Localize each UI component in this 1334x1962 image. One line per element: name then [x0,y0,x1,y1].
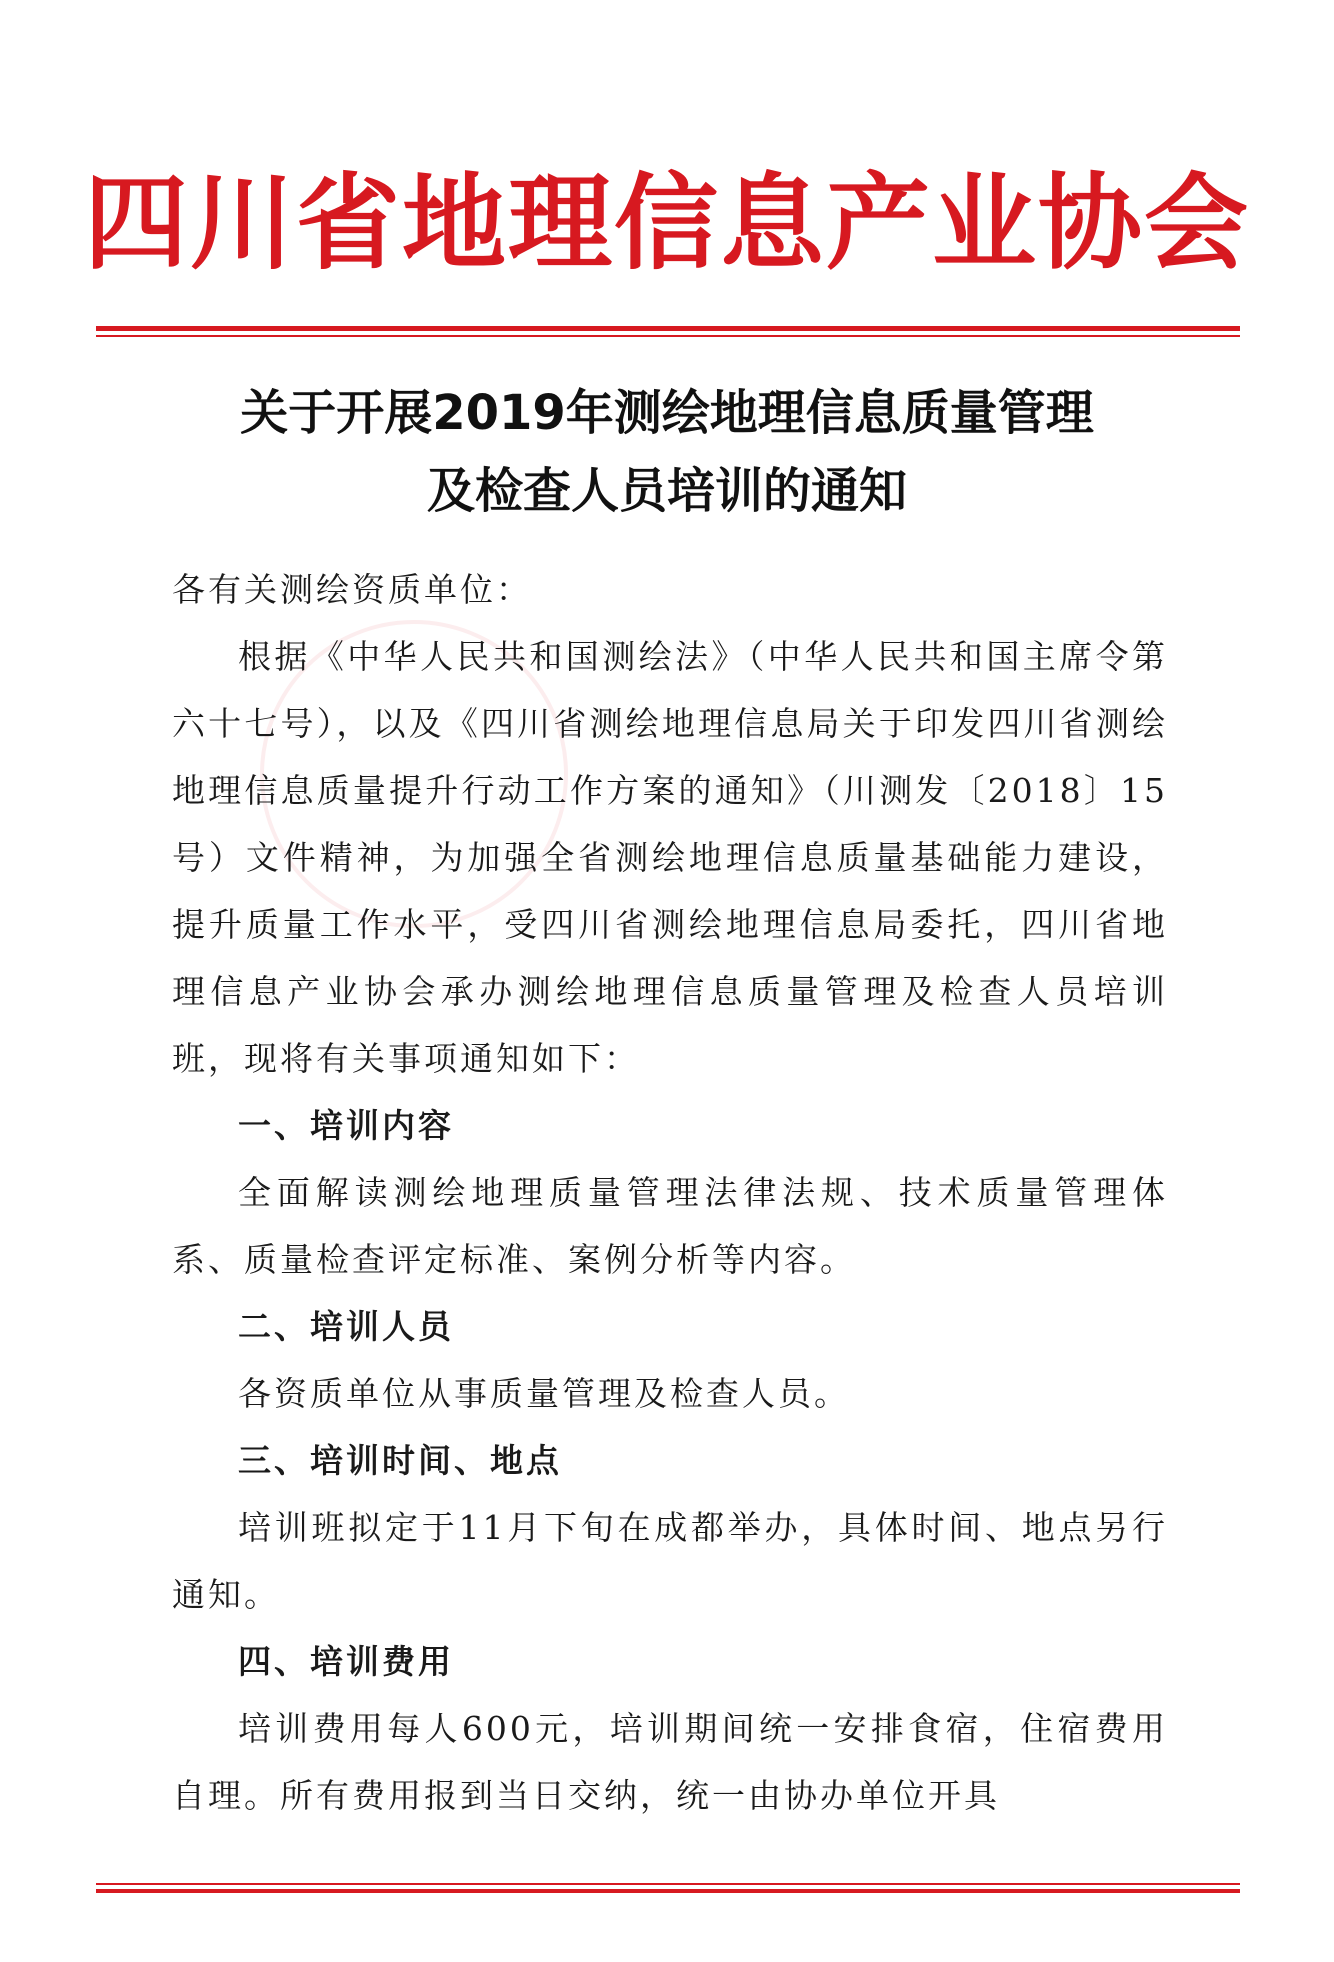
section-text-time-place: 培训班拟定于11月下旬在成都举办，具体时间、地点另行通知。 [172,1508,1168,1614]
intro-paragraph: 根据《中华人民共和国测绘法》（中华人民共和国主席令第六十七号），以及《四川省测绘地理信息局关于印发四川省测绘地理信息质量提升行动工作方案的通知》（川测发〔2018〕15号）文件精神，为加强全省测绘地理信息质量基础能力建设，提升质量工作水平，受四川省测绘地理信息局委托，四川省地理信息产业协会承办测绘地理信息质量管理及检查人员培训班，现将有关事项通知如下： [172,637,1168,1078]
section-text-content: 全面解读测绘地理质量管理法律法规、技术质量管理体系、质量检查评定标准、案例分析等内容。 [172,1173,1168,1279]
section-heading-content: 一、培训内容 [238,1106,454,1145]
org-letterhead-title: 四川省地理信息产业协会 [83,161,1250,284]
document-body [172,556,1168,1829]
section-text-personnel: 各资质单位从事质量管理及检查人员。 [238,1374,850,1413]
salutation: 各有关测绘资质单位： [172,570,532,609]
document-title [0,374,1334,530]
footer-divider [96,1883,1240,1893]
section-heading-fees: 四、培训费用 [238,1642,454,1681]
section-heading-personnel: 二、培训人员 [238,1307,454,1346]
section-heading-time-place: 三、培训时间、地点 [238,1441,562,1480]
section-text-fees: 培训费用每人600元，培训期间统一安排食宿，住宿费用自理。所有费用报到当日交纳，统一由协办单位开具 [172,1709,1168,1815]
document-title-line-2: 及检查人员培训的通知 [426,463,907,519]
letterhead-divider-top [96,326,1240,337]
document-title-line-1: 关于开展2019年测绘地理信息质量管理 [240,385,1094,441]
